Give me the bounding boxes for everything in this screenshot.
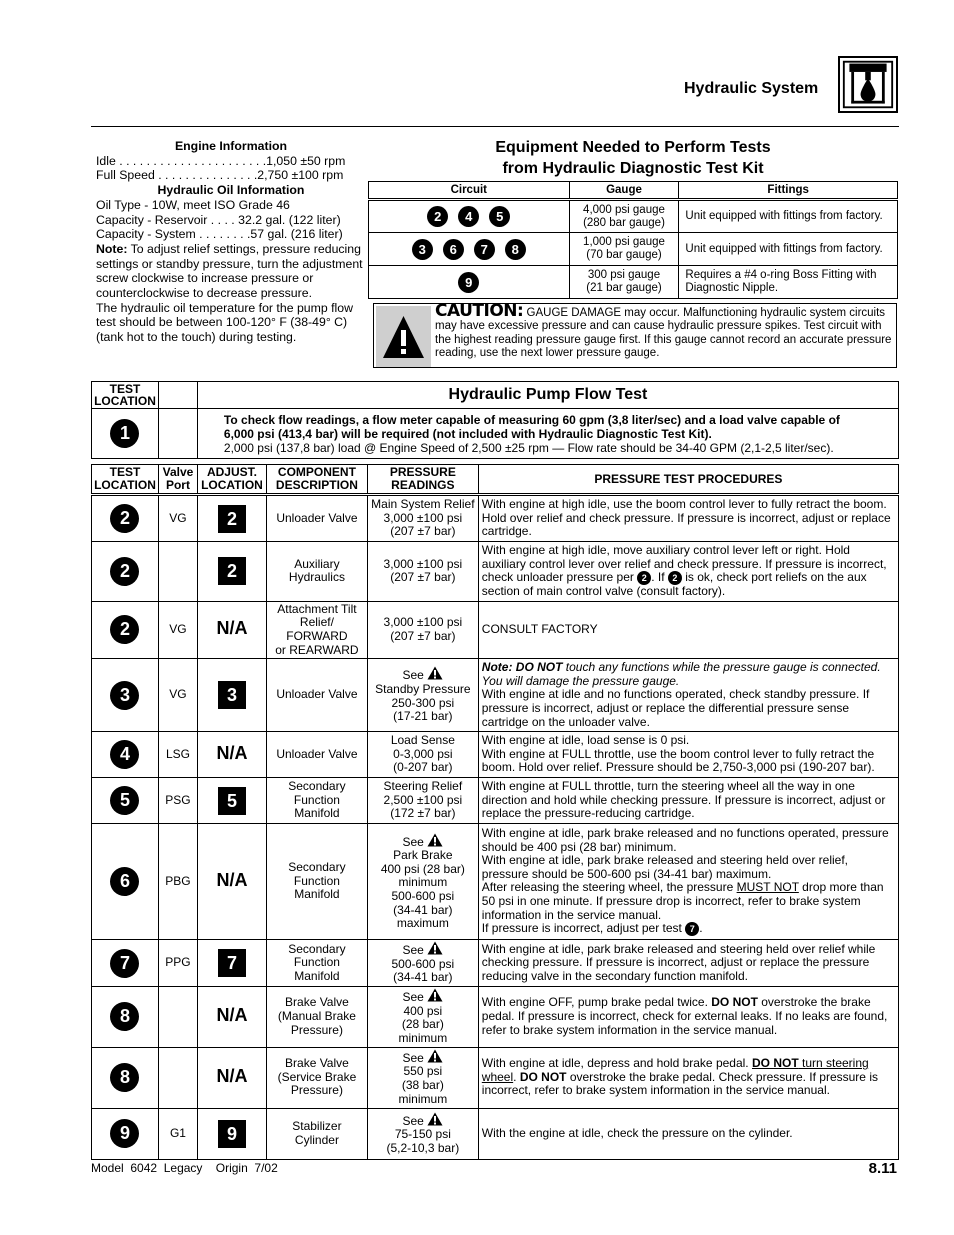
reference-badge: 2 bbox=[668, 571, 682, 585]
reading-line: maximum bbox=[396, 916, 449, 931]
see-warning bbox=[370, 988, 476, 1005]
flow-test-location-header: TEST LOCATION bbox=[92, 382, 159, 409]
component-cell bbox=[266, 1047, 367, 1108]
circuit-badge: 3 bbox=[412, 239, 433, 260]
adjust-location-cell bbox=[197, 987, 266, 1047]
valve-port-cell: G1 bbox=[158, 1108, 197, 1159]
component-line: Stabilizer bbox=[292, 1118, 342, 1133]
reading-line: 250-300 psi bbox=[391, 695, 455, 710]
readings-cell bbox=[367, 732, 478, 778]
component-line: Secondary bbox=[288, 941, 346, 956]
reading-line: minimum bbox=[398, 875, 448, 890]
equipment-title bbox=[368, 137, 898, 179]
valve-port-cell: LSG bbox=[158, 732, 197, 778]
component-cell bbox=[266, 1108, 367, 1159]
warning-triangle-icon bbox=[427, 1049, 443, 1063]
table-row bbox=[92, 778, 899, 824]
see-label: See bbox=[402, 1050, 428, 1065]
reading-line: 3,000 ±100 psi bbox=[383, 556, 463, 571]
adjust-na: N/A bbox=[216, 869, 248, 890]
reading-line: Load Sense bbox=[390, 733, 455, 748]
component-line: or REARWARD bbox=[275, 642, 359, 657]
reading-line: 0-3,000 psi bbox=[393, 746, 453, 761]
procedure-text: After releasing the steering wheel, the pressure bbox=[481, 880, 737, 895]
oil-type: Oil Type - 10W, meet ISO Grade 46 bbox=[96, 197, 290, 212]
reading-line: (207 ±7 bar) bbox=[390, 524, 456, 539]
equipment-title-line1: Equipment Needed to Perform Tests bbox=[495, 139, 771, 156]
location-badge: 3 bbox=[110, 681, 139, 710]
procedure-text: overstroke the brake pedal. Check pressure. If pressure is incorrect, refer to brake system information in the service manual. bbox=[481, 1069, 878, 1098]
circuit-badge: 4 bbox=[458, 206, 479, 227]
adjust-note bbox=[96, 242, 366, 301]
warning-triangle-icon bbox=[427, 833, 443, 847]
circuit-badge: 8 bbox=[505, 239, 526, 260]
valve-port-cell bbox=[158, 987, 197, 1047]
valve-port-cell: VG bbox=[158, 601, 197, 658]
fittings-cell: Unit equipped with fittings from factory. bbox=[679, 200, 898, 233]
adjust-badge: 5 bbox=[218, 787, 246, 815]
adjust-location-cell bbox=[197, 824, 266, 940]
reading-line: (38 bar) bbox=[401, 1078, 444, 1092]
caution-text bbox=[435, 301, 892, 361]
see-label: See bbox=[402, 834, 428, 849]
reading-line: 3,000 ±100 psi bbox=[383, 615, 463, 630]
procedure-text: overstroke the brake pedal. If pressure is incorrect, check for external leaks. If no leaks are found, refer to brake system information in the service manual. bbox=[481, 995, 888, 1037]
fittings-cell: Requires a #4 o-ring Boss Fitting with Diagnostic Nipple. bbox=[679, 266, 898, 299]
test-location-cell bbox=[92, 495, 159, 542]
gauge-cell bbox=[569, 200, 679, 233]
procedure-text: drop more than 50 psi in one minute. If pressure drop is incorrect, refer to brake system information in the service manual. bbox=[481, 880, 884, 922]
procedure-note: Note: bbox=[481, 660, 516, 675]
header-divider bbox=[91, 126, 899, 127]
component-line: Function bbox=[293, 792, 340, 807]
reference-badge: 2 bbox=[637, 571, 651, 585]
test-location-cell bbox=[92, 1047, 159, 1108]
component-line: Pressure) bbox=[290, 1022, 343, 1037]
valve-port-cell: PPG bbox=[158, 940, 197, 987]
component-line: Hydraulics bbox=[288, 570, 345, 585]
location-badge: 5 bbox=[110, 786, 139, 815]
table-row bbox=[92, 940, 899, 987]
see-warning bbox=[370, 833, 476, 850]
caution-label: CAUTION: bbox=[435, 301, 524, 321]
warning-triangle-icon bbox=[427, 988, 443, 1002]
procedure-emphasis: DO NOT bbox=[751, 1056, 799, 1071]
procedure-note: DO NOT bbox=[515, 660, 563, 675]
gauge-bar: (21 bar gauge) bbox=[586, 282, 662, 294]
procedure-text: With the engine at idle, check the pressure on the cylinder. bbox=[481, 1125, 793, 1140]
reading-line: Park Brake bbox=[393, 848, 453, 863]
reading-line: (172 ±7 bar) bbox=[390, 806, 456, 821]
component-line: Secondary bbox=[288, 779, 346, 794]
see-warning bbox=[370, 1049, 476, 1066]
component-line: Auxiliary bbox=[294, 556, 340, 571]
procedure-text: CONSULT FACTORY bbox=[481, 622, 598, 637]
adjust-location-cell bbox=[197, 778, 266, 824]
reading-line: (207 ±7 bar) bbox=[390, 570, 456, 585]
reading-line: 550 psi bbox=[403, 1064, 443, 1079]
circuit-badge: 6 bbox=[443, 239, 464, 260]
component-line: Unloader Valve bbox=[276, 687, 358, 702]
procedure-text: With engine OFF, pump brake pedal twice. bbox=[481, 995, 712, 1010]
procedure-text: With engine at high idle, use the boom control lever to fully retract the boom. Hold over relief and check pressure. If pressure is incorrect, adjust or replace cartridge. bbox=[481, 497, 891, 539]
location-badge: 2 bbox=[110, 615, 139, 644]
readings-cell bbox=[367, 940, 478, 987]
reading-line: 2,500 ±100 psi bbox=[383, 792, 463, 807]
reading-line: 3,000 ±100 psi bbox=[383, 510, 463, 525]
component-line: Attachment Tilt bbox=[277, 601, 357, 616]
adjust-location-cell bbox=[197, 601, 266, 658]
component-line: Function bbox=[293, 873, 340, 888]
header-adjust-location: ADJUST. LOCATION bbox=[197, 465, 266, 495]
procedure-emphasis: DO NOT bbox=[711, 995, 758, 1010]
circuit-cell bbox=[369, 200, 570, 233]
equipment-table bbox=[368, 181, 898, 299]
procedure-underline: turn steering wheel bbox=[481, 1056, 869, 1084]
adjust-badge: 2 bbox=[218, 505, 246, 533]
procedure-emphasis: DO NOT bbox=[519, 1069, 567, 1084]
component-line: Manifold bbox=[294, 968, 340, 983]
component-line: Secondary bbox=[288, 860, 346, 875]
component-cell bbox=[266, 542, 367, 602]
component-cell bbox=[266, 659, 367, 732]
adjust-location-cell bbox=[197, 659, 266, 732]
gauge-psi: 300 psi gauge bbox=[587, 269, 661, 281]
capacity-system: Capacity - System . . . . . . . .57 gal. (216 liter) bbox=[96, 227, 343, 242]
flow-test-requirements: To check flow readings, a flow meter capable of measuring 60 gpm (3,8 liter/sec) and a load valve capable of 6,000 psi (413,4 bar) will be required (not included with Hydraulic Diagnostic Test Kit). bbox=[223, 412, 840, 441]
warning-triangle-icon bbox=[427, 1112, 443, 1126]
fittings-cell: Unit equipped with fittings from factory. bbox=[679, 233, 898, 266]
pressure-test-table bbox=[91, 464, 899, 1160]
procedure-cell bbox=[478, 824, 898, 940]
valve-port-cell: PSG bbox=[158, 778, 197, 824]
valve-port-cell bbox=[158, 542, 197, 602]
readings-cell bbox=[367, 659, 478, 732]
procedure-text: With engine at idle and no functions operated, check standby pressure. If pressure is incorrect, adjust or replace the differential pressure sense cartridge on the unloader valve. bbox=[481, 687, 870, 729]
location-badge: 9 bbox=[110, 1119, 139, 1148]
location-badge: 4 bbox=[110, 740, 139, 769]
table-row bbox=[92, 1047, 899, 1108]
flow-test-title: Hydraulic Pump Flow Test bbox=[197, 382, 898, 409]
valve-port-cell: VG bbox=[158, 659, 197, 732]
valve-port-cell bbox=[158, 1047, 197, 1108]
component-line: Unloader Valve bbox=[276, 510, 358, 525]
location-badge: 1 bbox=[110, 419, 139, 448]
oil-info-heading: Hydraulic Oil Information bbox=[157, 183, 305, 198]
circuit-badge: 5 bbox=[489, 206, 510, 227]
engine-info-heading: Engine Information bbox=[174, 139, 288, 153]
reading-line: (0-207 bar) bbox=[393, 760, 453, 775]
procedure-text: With engine at FULL throttle, turn the steering wheel all the way in one direction and hold while checking pressure. If pressure is incorrect, adjust or replace the pressure-reducing cartridge. bbox=[481, 779, 886, 821]
see-label: See bbox=[402, 990, 428, 1005]
reading-line: 500-600 psi bbox=[391, 956, 455, 971]
test-location-cell bbox=[92, 824, 159, 940]
component-cell bbox=[266, 495, 367, 542]
procedure-text: With engine at high idle, move auxiliary control lever left or right. Hold auxiliary control lever over relief and check pressure. If pressure is incorrect, check unloader pressure per bbox=[481, 543, 887, 585]
circuit-badge: 7 bbox=[474, 239, 495, 260]
procedure-text: With engine at FULL throttle, use the boom control lever to fully retract the boom. Hold over relief. Pressure should be 2,750-3,000 psi (190-207 bar). bbox=[481, 746, 875, 775]
valve-port-cell: VG bbox=[158, 495, 197, 542]
gauge-cell bbox=[569, 233, 679, 266]
gauge-cell bbox=[569, 266, 679, 299]
location-badge: 6 bbox=[110, 867, 139, 896]
reading-line: 400 psi (28 bar) bbox=[380, 861, 465, 876]
procedure-cell bbox=[478, 732, 898, 778]
reading-line: (207 ±7 bar) bbox=[390, 628, 456, 643]
reading-line: (34-41 bar) bbox=[393, 902, 453, 917]
component-line: (Manual Brake bbox=[277, 1009, 356, 1024]
table-row bbox=[92, 542, 899, 602]
reading-line: 400 psi bbox=[403, 1003, 443, 1018]
adjust-na: N/A bbox=[216, 618, 248, 639]
adjust-badge: 9 bbox=[218, 1120, 246, 1148]
equipment-row bbox=[369, 233, 898, 266]
component-cell bbox=[266, 778, 367, 824]
gauge-bar: (280 bar gauge) bbox=[583, 216, 665, 229]
component-cell bbox=[266, 601, 367, 658]
table-row bbox=[92, 732, 899, 778]
note-label: Note: bbox=[96, 241, 128, 256]
full-speed-spec: Full Speed . . . . . . . . . . . . . . .2,750 ±100 rpm bbox=[96, 168, 344, 183]
component-line: Brake Valve bbox=[285, 995, 349, 1010]
col-gauge: Gauge bbox=[569, 182, 679, 200]
reading-line: (5,2-10,3 bar) bbox=[386, 1140, 460, 1155]
col-circuit: Circuit bbox=[369, 182, 570, 200]
equipment-row bbox=[369, 200, 898, 233]
test-location-cell bbox=[92, 1108, 159, 1159]
readings-cell bbox=[367, 987, 478, 1047]
test-location-cell bbox=[92, 659, 159, 732]
reading-line: (28 bar) bbox=[401, 1017, 444, 1032]
reading-line: Standby Pressure bbox=[375, 682, 471, 697]
procedure-text: With engine at idle, park brake released and no functions operated, pressure should be 400 psi (28 bar) minimum. bbox=[481, 826, 889, 854]
component-line: Cylinder bbox=[294, 1132, 339, 1147]
test-location-cell bbox=[92, 542, 159, 602]
adjust-na: N/A bbox=[216, 1065, 248, 1086]
flow-test-location bbox=[92, 409, 159, 459]
test-location-cell bbox=[92, 987, 159, 1047]
section-title: Hydraulic System bbox=[684, 80, 819, 97]
location-badge: 8 bbox=[110, 1002, 139, 1031]
reading-line: (17-21 bar) bbox=[393, 709, 453, 724]
idle-spec: Idle . . . . . . . . . . . . . . . . . . . . . .1,050 ±50 rpm bbox=[96, 153, 346, 168]
reading-line: 500-600 psi bbox=[391, 888, 455, 903]
component-line: FORWARD bbox=[286, 628, 348, 643]
adjust-na: N/A bbox=[216, 1005, 248, 1026]
flow-test-spacer-2 bbox=[158, 409, 197, 459]
note-text: To adjust relief settings, pressure reducing settings or standby pressure, turn the adjustment screw clockwise to increase pressure or counterclockwise to decrease pressure. bbox=[96, 241, 363, 301]
reading-line: (34-41 bar) bbox=[393, 970, 453, 985]
see-label: See bbox=[402, 943, 428, 958]
readings-cell bbox=[367, 1108, 478, 1159]
hydraulic-system-icon bbox=[838, 56, 898, 113]
component-line: Manifold bbox=[294, 806, 340, 821]
test-location-cell bbox=[92, 778, 159, 824]
see-label: See bbox=[402, 668, 428, 683]
adjust-na: N/A bbox=[216, 742, 248, 763]
reading-line: Main System Relief bbox=[371, 497, 475, 512]
reference-badge: 7 bbox=[685, 922, 699, 936]
circuit-badge: 2 bbox=[427, 206, 448, 227]
pump-flow-test-table bbox=[91, 381, 899, 459]
test-location-cell bbox=[92, 940, 159, 987]
readings-cell bbox=[367, 542, 478, 602]
procedure-text: With engine at idle, depress and hold brake pedal. bbox=[481, 1056, 752, 1071]
component-cell bbox=[266, 732, 367, 778]
adjust-location-cell bbox=[197, 542, 266, 602]
reading-line: 75-150 psi bbox=[394, 1127, 451, 1142]
procedure-underline: MUST NOT bbox=[736, 880, 799, 895]
adjust-badge: 7 bbox=[218, 949, 246, 977]
adjust-location-cell bbox=[197, 495, 266, 542]
procedure-text: With engine at idle, park brake released and steering held over relief, pressure should be 500-600 psi (34-41 bar) maximum. bbox=[481, 853, 849, 881]
readings-cell bbox=[367, 601, 478, 658]
table-row bbox=[92, 495, 899, 542]
gauge-psi: 4,000 psi gauge bbox=[583, 203, 665, 216]
table-row bbox=[92, 601, 899, 658]
header-component: COMPONENT DESCRIPTION bbox=[266, 465, 367, 495]
procedure-note: touch any functions while the pressure gauge is connected. You will damage the pressure gauge. bbox=[481, 660, 881, 688]
adjust-badge: 3 bbox=[218, 681, 246, 709]
component-cell bbox=[266, 824, 367, 940]
procedure-cell bbox=[478, 601, 898, 658]
footer-model-info: Model 6042 Legacy Origin 7/02 bbox=[91, 1161, 278, 1175]
procedure-text: With engine at idle, load sense is 0 psi. bbox=[481, 733, 690, 748]
equipment-title-line2: from Hydraulic Diagnostic Test Kit bbox=[502, 160, 764, 177]
readings-cell bbox=[367, 824, 478, 940]
component-line: Relief/ bbox=[299, 615, 334, 630]
header-procedures: PRESSURE TEST PROCEDURES bbox=[478, 465, 898, 495]
caution-message: GAUGE DAMAGE may occur. Malfunctioning hydraulic system circuits may have excessive pressure and can cause hydraulic pressure spikes. Test circuit with the highest reading pressure gauge first. If this gauge cannot record an accurate pressure reading, use the next lower pressure gauge. bbox=[435, 307, 892, 360]
equipment-row bbox=[369, 266, 898, 299]
table-row bbox=[92, 987, 899, 1047]
flow-test-description bbox=[197, 409, 898, 459]
table-row bbox=[92, 659, 899, 732]
header-readings: PRESSURE READINGS bbox=[367, 465, 478, 495]
procedure-cell bbox=[478, 987, 898, 1047]
procedure-text: . bbox=[699, 921, 703, 936]
adjust-location-cell bbox=[197, 732, 266, 778]
procedure-cell bbox=[478, 1108, 898, 1159]
component-line: Unloader Valve bbox=[276, 746, 358, 761]
readings-cell bbox=[367, 1047, 478, 1108]
adjust-location-cell bbox=[197, 1108, 266, 1159]
location-badge: 2 bbox=[110, 557, 139, 586]
warning-triangle-icon bbox=[427, 941, 443, 955]
procedure-text: . bbox=[513, 1069, 520, 1084]
procedure-cell bbox=[478, 940, 898, 987]
test-location-cell bbox=[92, 732, 159, 778]
flow-test-spec: 2,000 psi (137,8 bar) load @ Engine Speed of 2,500 ±25 rpm — Flow rate should be 34-40 GPM (2,1-2,5 liter/sec). bbox=[223, 440, 834, 455]
location-badge: 8 bbox=[110, 1063, 139, 1092]
location-badge: 7 bbox=[110, 949, 139, 978]
procedure-text: With engine at idle, park brake released and steering held over relief while checking pressure. If pressure is incorrect, adjust or replace the pressure reducing valve in the secondary function manifold. bbox=[481, 941, 876, 983]
table-row bbox=[92, 1108, 899, 1159]
component-line: Function bbox=[293, 955, 340, 970]
component-line: Pressure) bbox=[290, 1083, 343, 1098]
procedure-cell bbox=[478, 542, 898, 602]
component-cell bbox=[266, 940, 367, 987]
procedure-text: If pressure is incorrect, adjust per test bbox=[481, 921, 686, 936]
flow-test-spacer bbox=[158, 382, 197, 409]
col-fittings: Fittings bbox=[679, 182, 898, 200]
component-cell bbox=[266, 987, 367, 1047]
header-test-location: TEST LOCATION bbox=[92, 465, 159, 495]
circuit-cell bbox=[369, 233, 570, 266]
warning-triangle-icon bbox=[376, 306, 431, 367]
capacity-reservoir: Capacity - Reservoir . . . . 32.2 gal. (122 liter) bbox=[96, 212, 341, 227]
component-line: (Service Brake bbox=[277, 1069, 357, 1084]
warning-triangle-icon bbox=[427, 666, 443, 680]
location-badge: 2 bbox=[110, 504, 139, 533]
procedure-cell bbox=[478, 659, 898, 732]
circuit-badge: 9 bbox=[458, 272, 479, 293]
engine-information bbox=[96, 139, 366, 345]
see-warning bbox=[370, 666, 476, 683]
test-location-cell bbox=[92, 601, 159, 658]
see-label: See bbox=[402, 1113, 428, 1128]
procedure-cell bbox=[478, 778, 898, 824]
readings-cell bbox=[367, 778, 478, 824]
table-row bbox=[92, 824, 899, 940]
temperature-note: The hydraulic oil temperature for the pump flow test should be between 100-120° F (38-49° C) (tank hot to the touch) during testing. bbox=[96, 300, 353, 345]
procedure-cell bbox=[478, 1047, 898, 1108]
gauge-bar: (70 bar gauge) bbox=[586, 249, 662, 261]
reading-line: minimum bbox=[398, 1030, 448, 1045]
caution-box bbox=[373, 303, 897, 368]
see-warning bbox=[370, 941, 476, 958]
page-number: 8.11 bbox=[868, 1160, 897, 1177]
circuit-cell bbox=[369, 266, 570, 299]
reading-line: minimum bbox=[398, 1091, 448, 1106]
header-valve-port: Valve Port bbox=[158, 465, 197, 495]
adjust-badge: 2 bbox=[218, 557, 246, 585]
valve-port-cell: PBG bbox=[158, 824, 197, 940]
procedure-cell bbox=[478, 495, 898, 542]
component-line: Brake Valve bbox=[285, 1056, 349, 1071]
gauge-psi: 1,000 psi gauge bbox=[583, 236, 665, 248]
procedure-text: . If bbox=[651, 570, 668, 585]
procedure-text: is ok, check port reliefs on the aux section of main control valve (consult factory). bbox=[481, 570, 867, 599]
adjust-location-cell bbox=[197, 1047, 266, 1108]
component-line: Manifold bbox=[294, 887, 340, 902]
adjust-location-cell bbox=[197, 940, 266, 987]
see-warning bbox=[370, 1112, 476, 1129]
readings-cell bbox=[367, 495, 478, 542]
reading-line: Steering Relief bbox=[383, 779, 463, 794]
